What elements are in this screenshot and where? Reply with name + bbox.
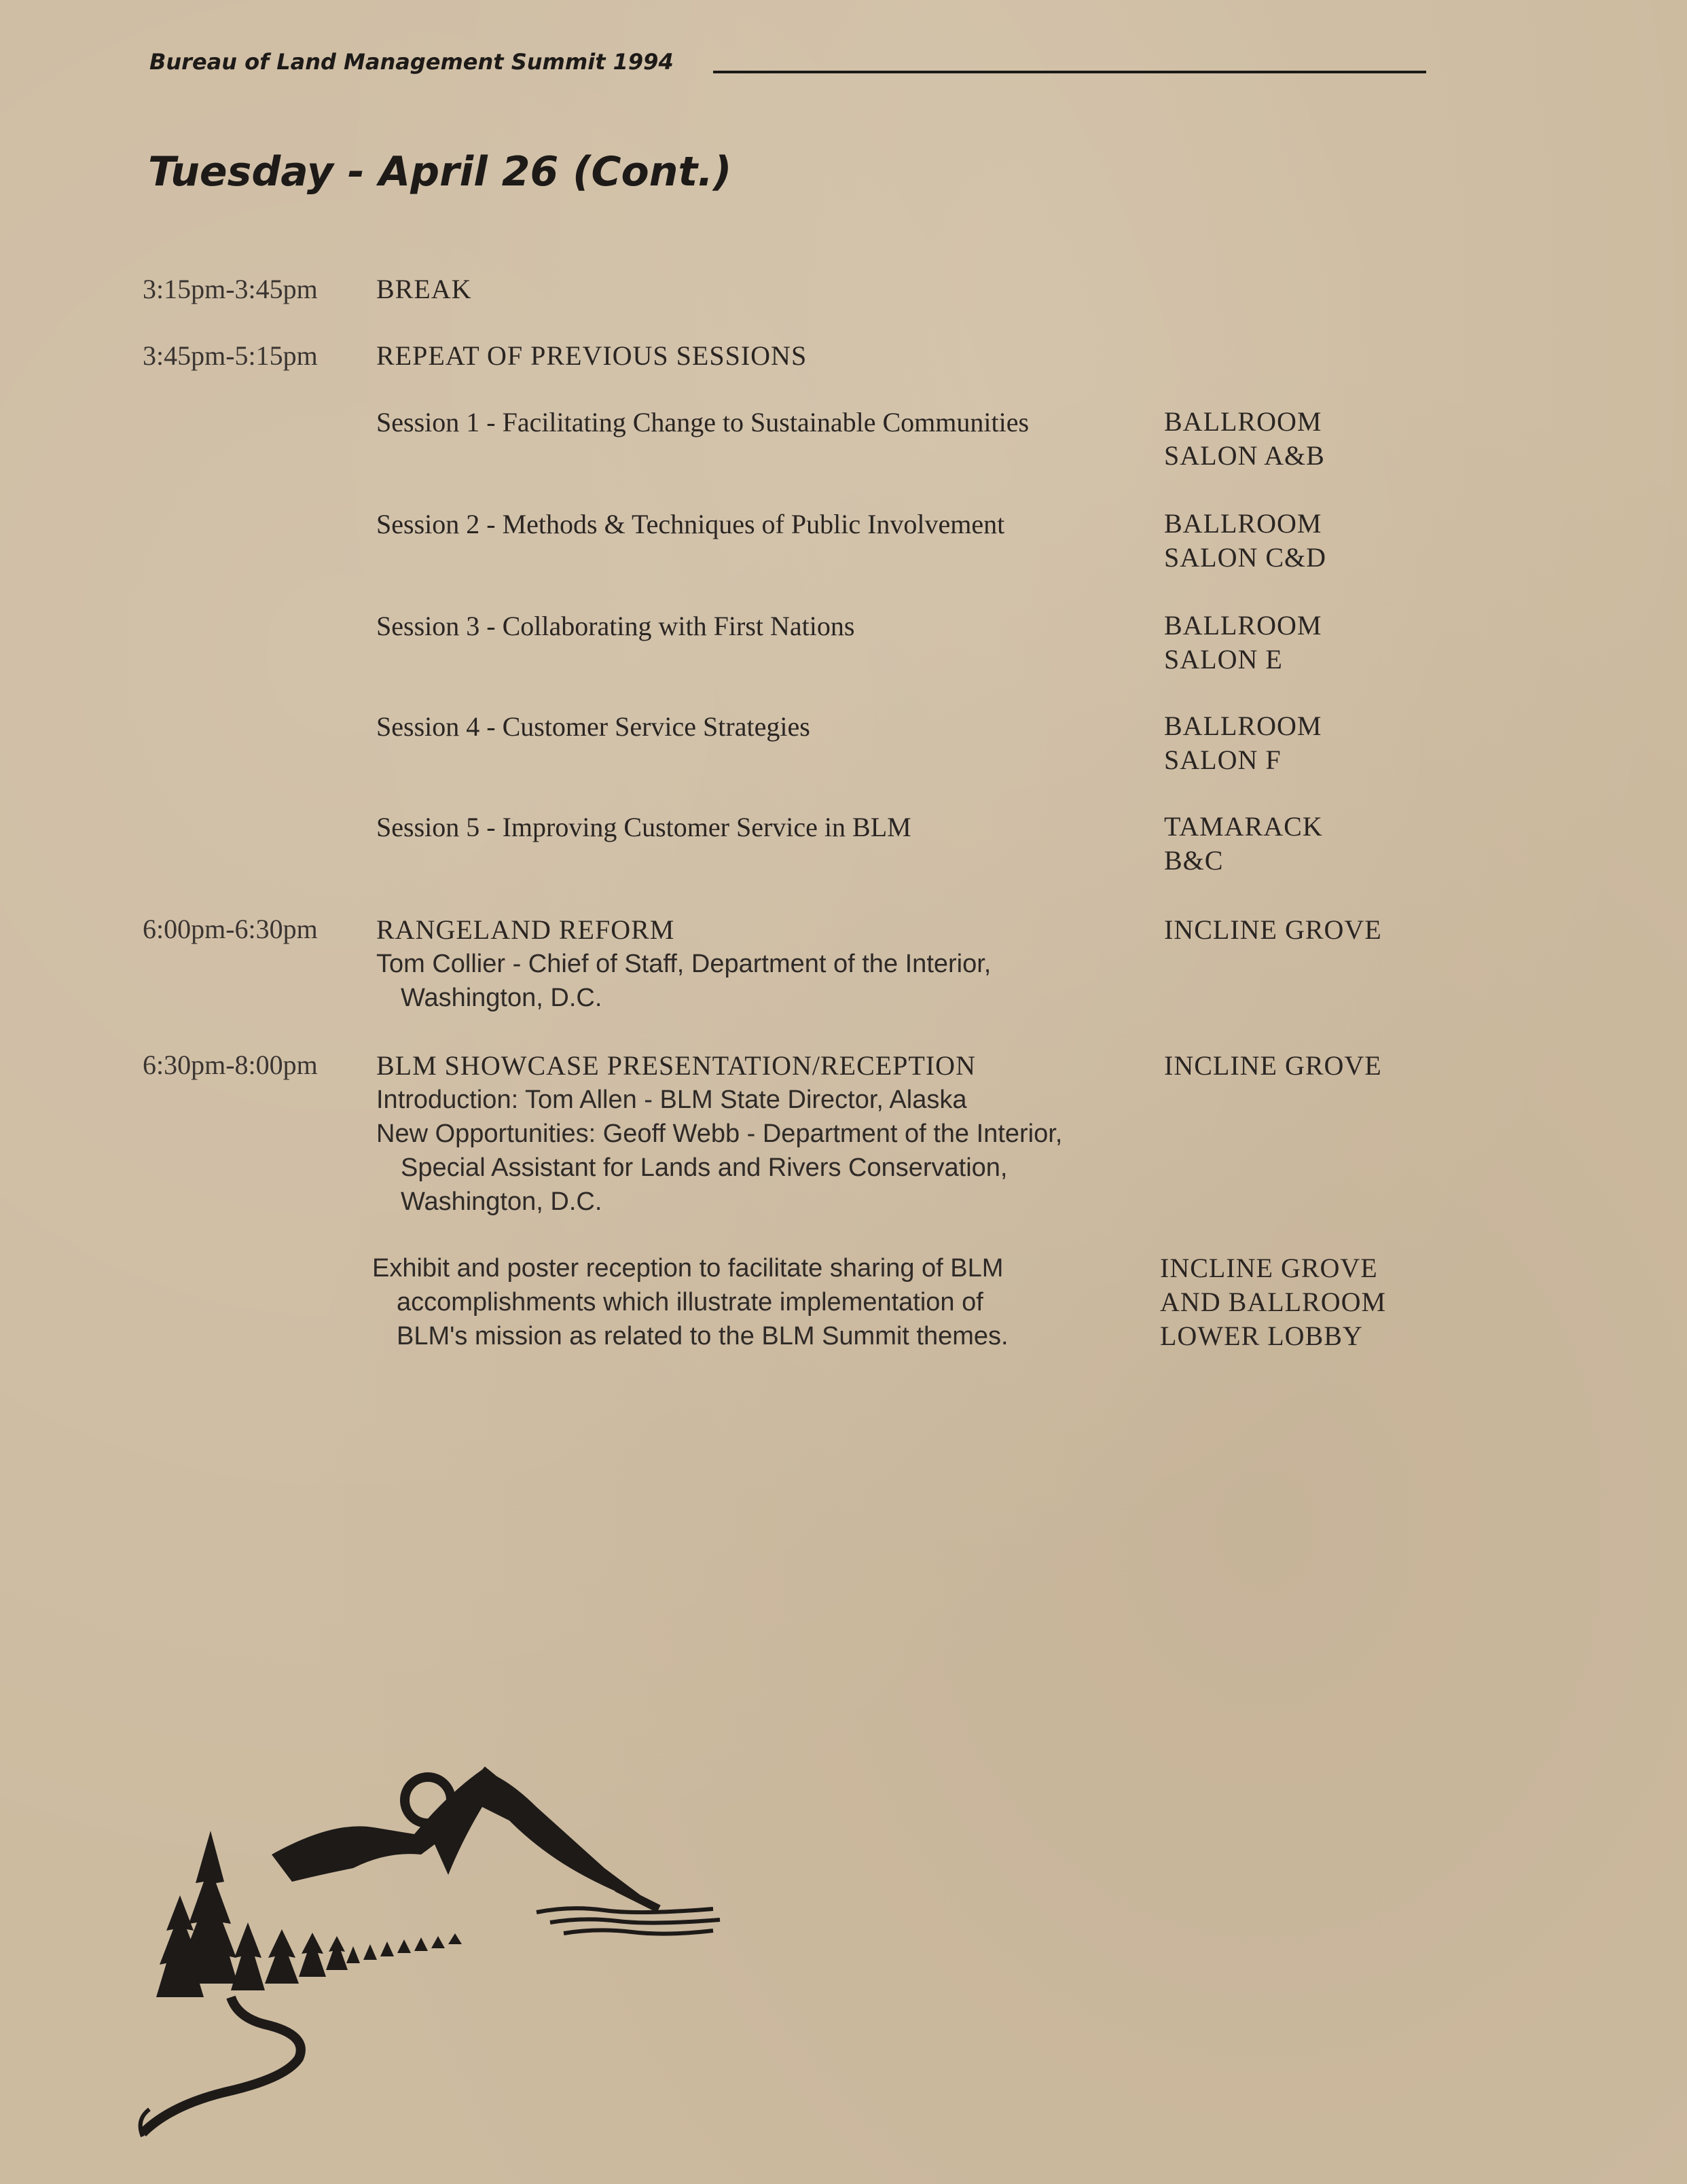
exhibit-location	[1160, 1251, 1386, 1353]
document-header: Bureau of Land Management Summit 1994	[149, 49, 674, 75]
exhibit-block	[372, 1251, 1140, 1353]
exhibit-line3: BLM's mission as related to the BLM Summit themes.	[397, 1322, 1009, 1350]
session-5-title: Session 5 - Improving Customer Service in BLM	[376, 812, 911, 842]
session-2-location-line1: BALLROOM	[1164, 508, 1322, 539]
session-4-location-line1: BALLROOM	[1164, 711, 1322, 741]
exhibit-location-line1: INCLINE GROVE	[1160, 1253, 1378, 1283]
session-2-location-line2: SALON C&D	[1164, 542, 1327, 573]
showcase-time: 6:30pm-8:00pm	[143, 1050, 318, 1080]
session-5-location-line2: B&C	[1164, 845, 1224, 876]
session-3-title: Session 3 - Collaborating with First Nations	[376, 611, 855, 641]
rangeland-time: 6:00pm-6:30pm	[143, 914, 318, 944]
exhibit-location-line3: LOWER LOBBY	[1160, 1321, 1363, 1351]
session-1-title: Session 1 - Facilitating Change to Sustainable Communities	[376, 407, 1030, 437]
session-1-location	[1164, 405, 1325, 473]
repeat-title: REPEAT OF PREVIOUS SESSIONS	[376, 340, 808, 371]
rangeland-block	[376, 913, 1144, 1015]
repeat-time: 3:45pm-5:15pm	[143, 340, 318, 371]
rangeland-title: RANGELAND REFORM	[376, 914, 675, 945]
session-5-location	[1164, 810, 1323, 878]
showcase-title: BLM SHOWCASE PRESENTATION/RECEPTION	[376, 1050, 976, 1081]
page-title: Tuesday - April 26 (Cont.)	[148, 148, 732, 196]
break-time: 3:15pm-3:45pm	[143, 274, 318, 304]
session-3-location-line2: SALON E	[1164, 644, 1283, 675]
showcase-block	[376, 1049, 1144, 1219]
exhibit-line2: accomplishments which illustrate implementation of	[397, 1288, 983, 1317]
exhibit-line1: Exhibit and poster reception to facilitate sharing of BLM	[372, 1254, 1004, 1283]
session-5-location-line1: TAMARACK	[1164, 811, 1323, 842]
showcase-opportunities: New Opportunities: Geoff Webb - Department of the Interior,	[376, 1120, 1063, 1148]
showcase-intro: Introduction: Tom Allen - BLM State Director, Alaska	[376, 1086, 967, 1114]
session-4-title: Session 4 - Customer Service Strategies	[376, 711, 810, 742]
session-3-location	[1164, 609, 1322, 677]
session-4-location	[1164, 709, 1322, 777]
break-title: BREAK	[376, 274, 472, 304]
rangeland-location: INCLINE GROVE	[1164, 914, 1382, 945]
session-3-location-line1: BALLROOM	[1164, 610, 1322, 641]
showcase-location: INCLINE GROVE	[1164, 1050, 1382, 1081]
rangeland-speaker-line2: Washington, D.C.	[401, 984, 602, 1012]
exhibit-location-line2: AND BALLROOM	[1160, 1287, 1387, 1317]
header-rule	[713, 71, 1426, 73]
session-1-location-line1: BALLROOM	[1164, 406, 1322, 437]
session-2-location	[1164, 507, 1326, 575]
session-4-location-line2: SALON F	[1164, 745, 1282, 775]
session-2-title: Session 2 - Methods & Techniques of Public Involvement	[376, 509, 1005, 539]
rangeland-speaker-line1: Tom Collier - Chief of Staff, Department of the Interior,	[376, 950, 992, 978]
showcase-opportunities-line2: Special Assistant for Lands and Rivers Conservation,	[401, 1153, 1008, 1182]
mountain-landscape-icon	[129, 1766, 740, 2150]
showcase-opportunities-line3: Washington, D.C.	[401, 1187, 602, 1216]
session-1-location-line2: SALON A&B	[1164, 440, 1325, 471]
